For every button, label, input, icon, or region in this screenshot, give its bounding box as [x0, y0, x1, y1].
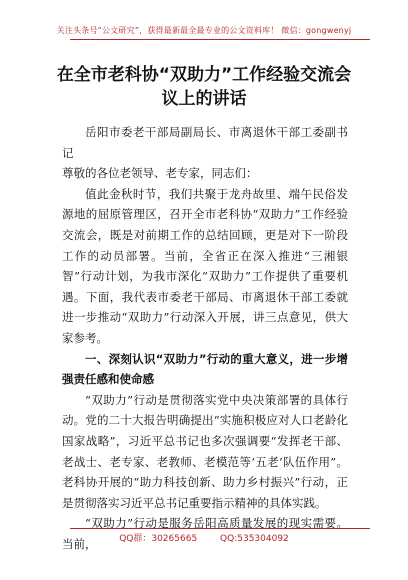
- paragraph-3: “双助力”行动是服务岳阳高质量发展的现实需要。当前，: [62, 516, 348, 551]
- header-notice: 关注头条号“公文研究”，获得最新最全最专业的公文资料库！ 微信：gongwenyj: [56, 26, 352, 35]
- footer-qq: QQ:535304092: [220, 534, 289, 544]
- footer-qq-group: QQ群：30265665: [119, 534, 198, 544]
- section-heading-1: 一、深刻认识“双助力”行动的重大意义，进一步增强责任感和使命感: [62, 351, 348, 387]
- title-line-1: 在全市老科协“双助力”工作经验交流会: [56, 65, 352, 85]
- footer-divider: [70, 528, 370, 529]
- salutation: 尊敬的各位老领导、老专家，同志们：: [62, 166, 258, 181]
- footer-contact: [0, 531, 408, 544]
- document-body: [62, 122, 348, 554]
- paragraph-2: “双助力”行动是贯彻落实党中央决策部署的具体行动。党的二十大报告明确提出“实施积极应对人口老龄化国家战略”，习近平总书记也多次强调要“发挥老干部、老战士、老专家、老教师、老模范等‘五老’队伍作用”。老科协开展的“助力科技创新、助力乡村振兴”行动，正是贯彻落实习近平总书记重要指示精神的具体实践。: [62, 392, 348, 510]
- author-line: 岳阳市委老干部局副局长、市离退休干部工委副书记: [62, 125, 348, 160]
- header-divider: [70, 39, 370, 40]
- paragraph-1: 值此金秋时节，我们共聚于龙舟故里、端午民俗发源地的屈原管理区，召开全市老科协“双助力”工作经验交流会，既是对前期工作的总结回顾，更是对下一阶段工作的动员部署。当前，全省正在深入推进“三湘银智”行动计划，为我市深化“双助力”工作提供了重要机遇。下面，我代表市委老干部局、市离退休干部工委就进一步推动“双助力”行动深入开展，讲三点意见，供大家参考。: [62, 186, 348, 345]
- page-title: [40, 63, 368, 111]
- title-line-2: 议上的讲话: [161, 89, 247, 109]
